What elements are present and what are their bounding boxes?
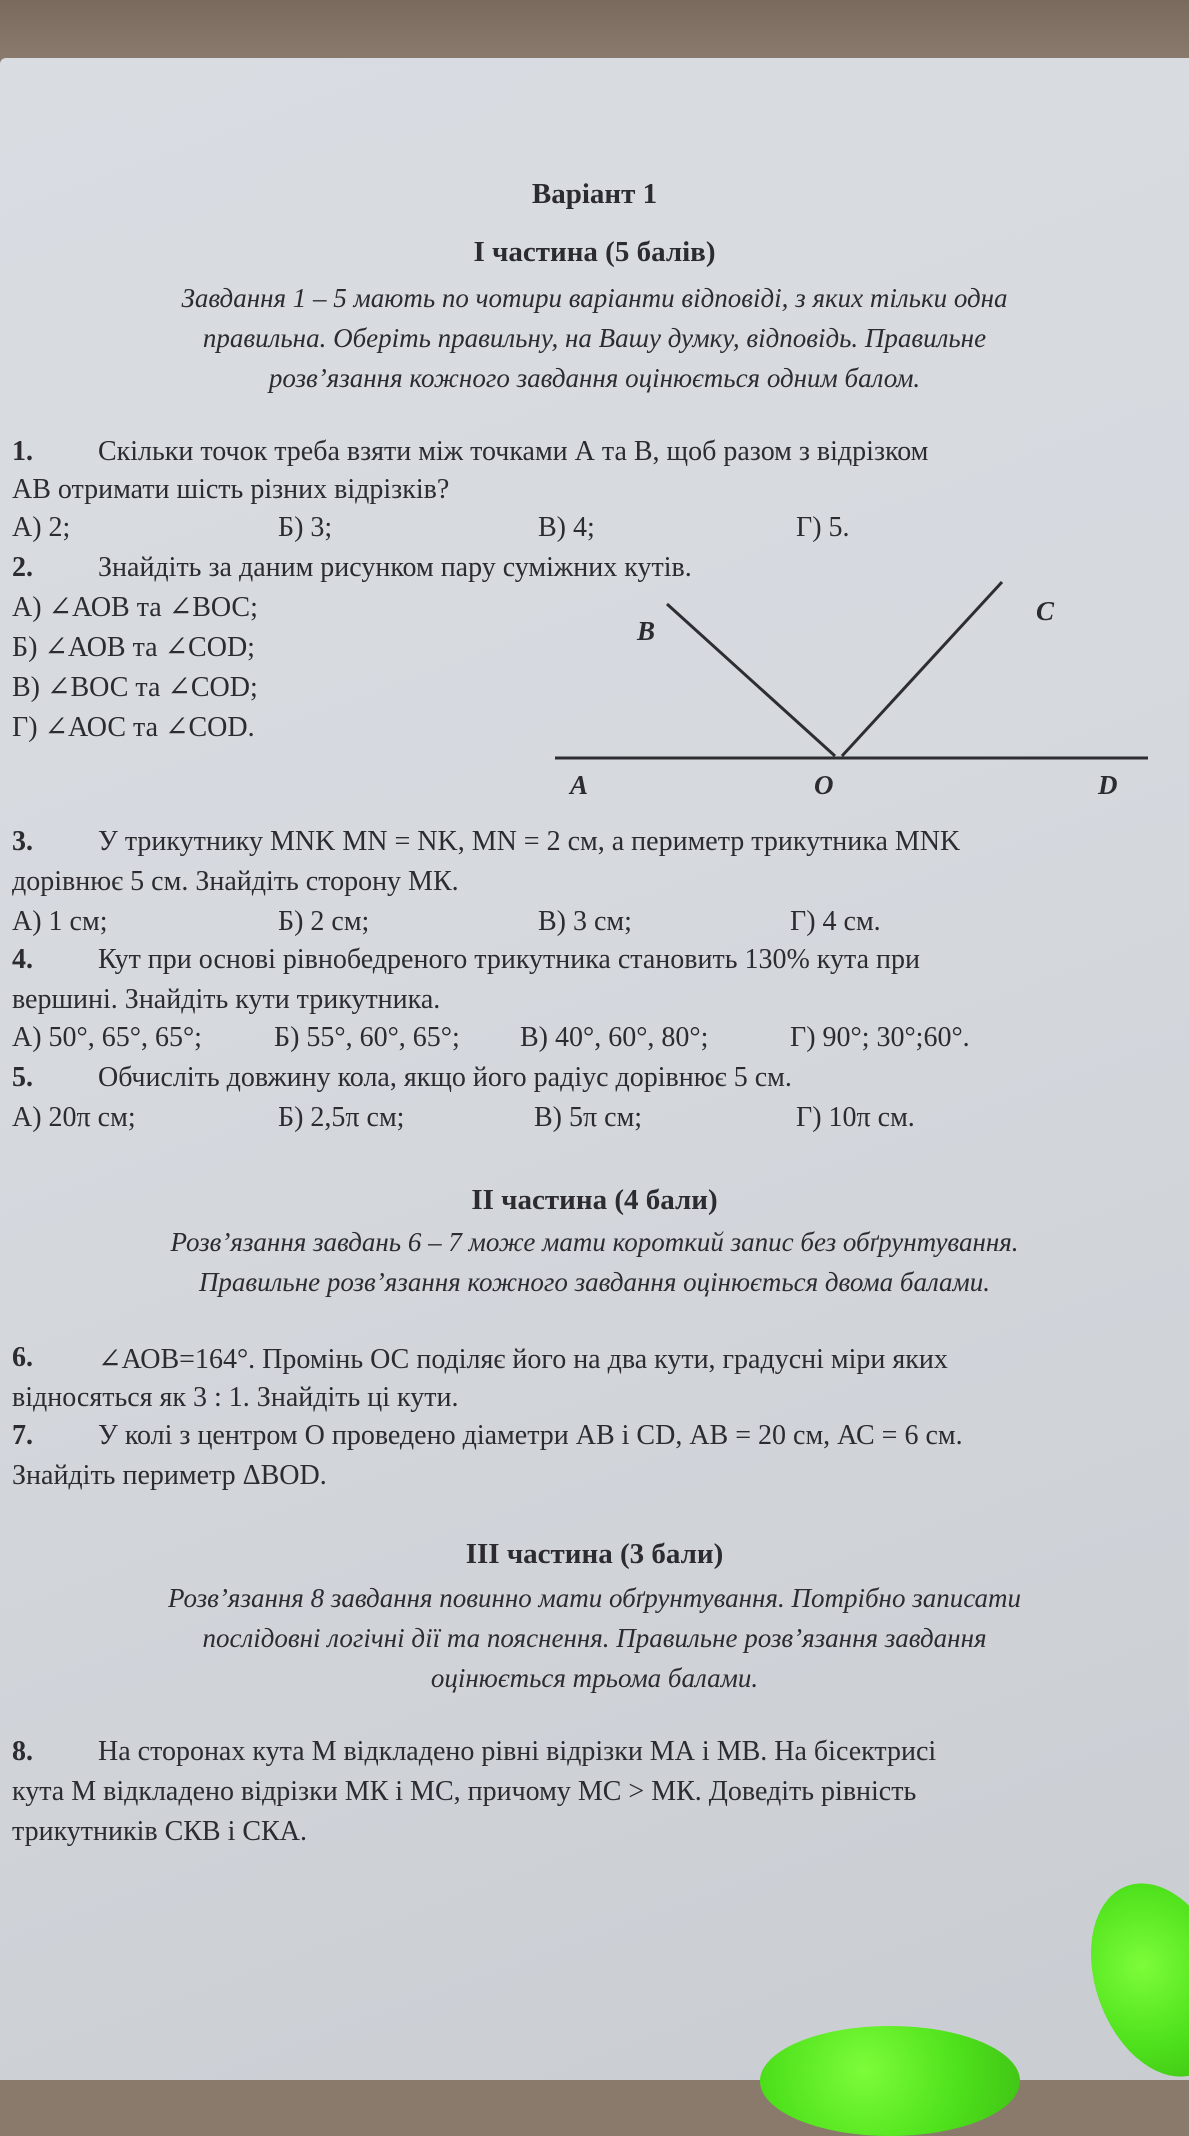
part3-heading: ІІІ частина (3 бали)	[465, 1538, 724, 1570]
question-2-option-c: В) ∠ВОС та ∠СОD;	[12, 672, 258, 703]
question-4-line1: Кут при основі рівнобедреного трикутника становить 130% кута при	[98, 944, 920, 975]
question-8-line2: кута М відкладено відрізки МК і МС, причому МС > МК. Доведіть рівність	[12, 1776, 917, 1807]
question-3-option-a: А) 1 см;	[12, 906, 108, 937]
question-7-number: 7.	[12, 1420, 33, 1451]
part1-intro-line3: розв’язання кожного завдання оцінюється одним балом.	[268, 363, 921, 393]
question-3-option-d: Г) 4 см.	[790, 906, 881, 937]
question-4-option-b: Б) 55°, 60°, 65°;	[274, 1022, 460, 1053]
question-6-line1: ∠АОВ=164°. Промінь ОС поділяє його на два кути, градусні міри яких	[98, 1344, 948, 1375]
question-4-option-c: В) 40°, 60°, 80°;	[520, 1022, 709, 1053]
point-label-c: C	[1036, 596, 1055, 626]
point-label-a: A	[570, 770, 589, 800]
question-5-option-b: Б) 2,5π см;	[278, 1102, 405, 1133]
part3-intro-line1: Розв’язання 8 завдання повинно мати обґрунтування. Потрібно записати	[167, 1583, 1022, 1613]
question-3-option-b: Б) 2 см;	[278, 906, 370, 937]
part3-intro-line2: послідовні логічні дії та пояснення. Правильне розв’язання завдання	[202, 1623, 987, 1653]
question-3-number: 3.	[12, 826, 33, 857]
question-1-number: 1.	[12, 436, 33, 467]
question-1-option-c: В) 4;	[538, 512, 595, 543]
question-4-option-a: А) 50°, 65°, 65°;	[12, 1022, 202, 1053]
part3-intro-line3: оцінюється трьома балами.	[430, 1663, 759, 1693]
point-label-o: O	[814, 770, 834, 800]
part2-intro-line2: Правильне розв’язання кожного завдання оцінюється двома балами.	[198, 1267, 991, 1297]
question-8-line1: На сторонах кута М відкладено рівні відрізки МА і МВ. На бісектрисі	[98, 1736, 937, 1767]
question-2-text: Знайдіть за даним рисунком пару суміжних кутів.	[98, 552, 692, 583]
question-1-line2: АВ отримати шість різних відрізків?	[12, 474, 450, 505]
ray-oc	[842, 582, 1002, 756]
question-2-option-b: Б) ∠АОВ та ∠СОD;	[12, 632, 255, 663]
question-4-line2: вершині. Знайдіть кути трикутника.	[12, 984, 441, 1015]
question-2-number: 2.	[12, 552, 33, 583]
question-4-number: 4.	[12, 944, 33, 975]
question-6-line2: відносяться як 3 : 1. Знайдіть ці кути.	[12, 1382, 459, 1413]
question-5-option-a: А) 20π см;	[12, 1102, 136, 1133]
question-3-line1: У трикутнику MNK MN = NK, MN = 2 см, а периметр трикутника MNK	[98, 826, 961, 857]
question-3-line2: дорівнює 5 см. Знайдіть сторону МК.	[12, 866, 459, 897]
question-3-option-c: В) 3 см;	[538, 906, 632, 937]
part1-intro-line2: правильна. Оберіть правильну, на Вашу думку, відповідь. Правильне	[202, 323, 987, 353]
variant-title: Варіант 1	[531, 178, 658, 210]
point-label-b: B	[637, 616, 656, 646]
question-7-line2: Знайдіть периметр ΔBOD.	[12, 1460, 327, 1491]
question-8-line3: трикутників СКВ і СКА.	[12, 1816, 307, 1847]
part2-intro-line1: Розв’язання завдань 6 – 7 може мати короткий запис без обґрунтування.	[170, 1227, 1019, 1257]
question-8-number: 8.	[12, 1736, 33, 1767]
question-7-line1: У колі з центром О проведено діаметри АВ і CD, АВ = 20 см, АС = 6 см.	[98, 1420, 963, 1451]
question-5-option-d: Г) 10π см.	[796, 1102, 915, 1133]
question-1-option-a: А) 2;	[12, 512, 71, 543]
question-4-option-d: Г) 90°; 30°;60°.	[790, 1022, 970, 1053]
question-2-option-a: А) ∠АОВ та ∠ВОС;	[12, 592, 258, 623]
question-1-line1: Скільки точок треба взяти між точками А та В, щоб разом з відрізком	[98, 436, 929, 467]
adjacent-angles-figure	[540, 570, 1160, 810]
question-5-text: Обчисліть довжину кола, якщо його радіус дорівнює 5 см.	[98, 1062, 792, 1093]
part1-intro-line1: Завдання 1 – 5 мають по чотири варіанти відповіді, з яких тільки одна	[181, 283, 1008, 313]
question-1-option-d: Г) 5.	[796, 512, 850, 543]
question-1-option-b: Б) 3;	[278, 512, 333, 543]
question-2-option-d: Г) ∠АОС та ∠СОD.	[12, 712, 255, 743]
point-label-d: D	[1098, 770, 1118, 800]
part1-heading: І частина (5 балів)	[473, 236, 716, 268]
question-5-number: 5.	[12, 1062, 33, 1093]
green-glove-blur-bottom	[760, 2026, 1020, 2136]
question-6-number: 6.	[12, 1342, 33, 1373]
question-5-option-c: В) 5π см;	[534, 1102, 643, 1133]
part2-heading: ІІ частина (4 бали)	[471, 1184, 718, 1216]
ray-ob	[667, 604, 835, 756]
